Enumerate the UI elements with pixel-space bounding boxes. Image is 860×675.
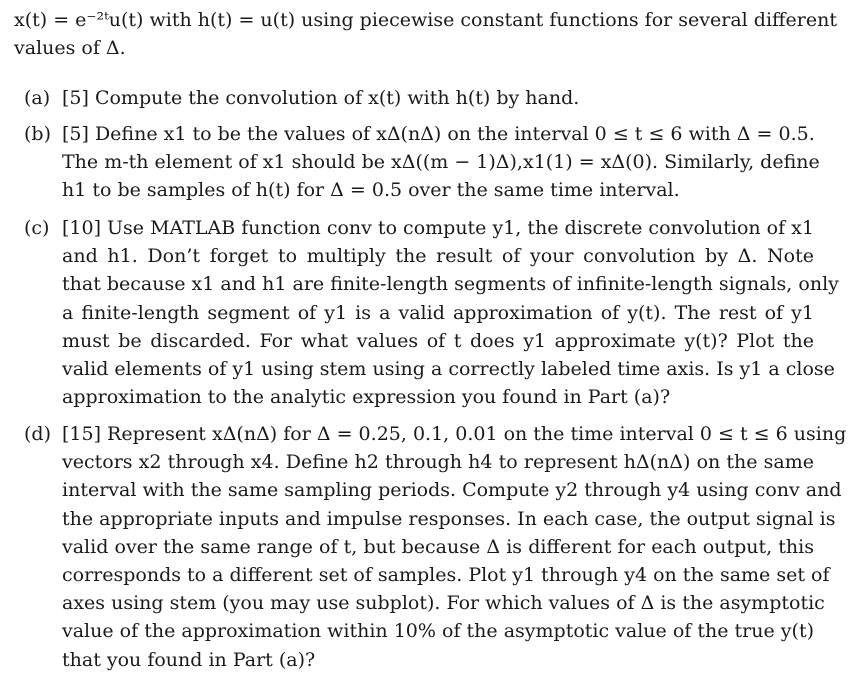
part-line: and h1. Don’t forget to multiply the result of your convolution by Δ. Note: [62, 245, 814, 268]
part-line: [15] Represent xΔ(nΔ) for Δ = 0.25, 0.1, 0.01 on the time interval 0 ≤ t ≤ 6 using: [62, 423, 847, 445]
part-label: (d): [24, 423, 51, 445]
part-line: must be discarded. For what values of t does y1 approximate y(t)? Plot the: [62, 329, 814, 352]
problem-part-d: [24, 420, 847, 674]
part-line: that you found in Part (a)?: [62, 648, 316, 671]
part-line: the appropriate inputs and impulse responses. In each case, the output signal is: [62, 507, 836, 530]
part-line: interval with the same sampling periods. Compute y2 through y4 using conv and: [62, 479, 842, 502]
part-body: [62, 214, 839, 411]
intro-line: values of Δ.: [14, 37, 126, 59]
part-line: corresponds to a different set of samples. Plot y1 through y4 on the same set of: [62, 564, 830, 587]
part-line: [10] Use MATLAB function conv to compute y1, the discrete convolution of x1: [62, 217, 814, 239]
part-label: (c): [24, 217, 50, 239]
part-line: The m-th element of x1 should be xΔ((m − 1)Δ),x1(1) = xΔ(0). Similarly, define: [62, 151, 820, 174]
part-label: (a): [24, 87, 51, 109]
part-line: value of the approximation within 10% of the asymptotic value of the true y(t): [62, 620, 814, 643]
intro-line: x(t) = e⁻²ᵗu(t) with h(t) = u(t) using piecewise constant functions for several different: [14, 9, 837, 31]
problem-part-c: [24, 214, 839, 411]
part-line: axes using stem (you may use subplot). For which values of Δ is the asymptotic: [62, 592, 825, 615]
part-line: valid elements of y1 using stem using a correctly labeled time axis. Is y1 a close: [62, 358, 835, 381]
part-line: h1 to be samples of h(t) for Δ = 0.5 over the same time interval.: [62, 179, 680, 202]
intro-paragraph: [14, 6, 837, 62]
part-line: that because x1 and h1 are finite-length segments of infinite-length signals, only: [62, 273, 839, 296]
part-line: valid over the same range of t, but because Δ is different for each output, this: [62, 535, 814, 558]
part-line: [5] Define x1 to be the values of xΔ(nΔ) on the interval 0 ≤ t ≤ 6 with Δ = 0.5.: [62, 123, 815, 145]
part-line: [5] Compute the convolution of x(t) with h(t) by hand.: [62, 87, 580, 109]
part-body: [62, 120, 820, 205]
problem-part-a: [24, 84, 814, 112]
part-line: vectors x2 through x4. Define h2 through h4 to represent hΔ(nΔ) on the same: [62, 451, 814, 474]
problem-part-b: [24, 120, 820, 205]
part-line: approximation to the analytic expression you found in Part (a)?: [62, 386, 671, 409]
part-line: a finite-length segment of y1 is a valid approximation of y(t). The rest of y1: [62, 301, 814, 324]
part-body: [62, 420, 847, 674]
part-label: (b): [24, 123, 51, 145]
part-body: [62, 84, 814, 112]
